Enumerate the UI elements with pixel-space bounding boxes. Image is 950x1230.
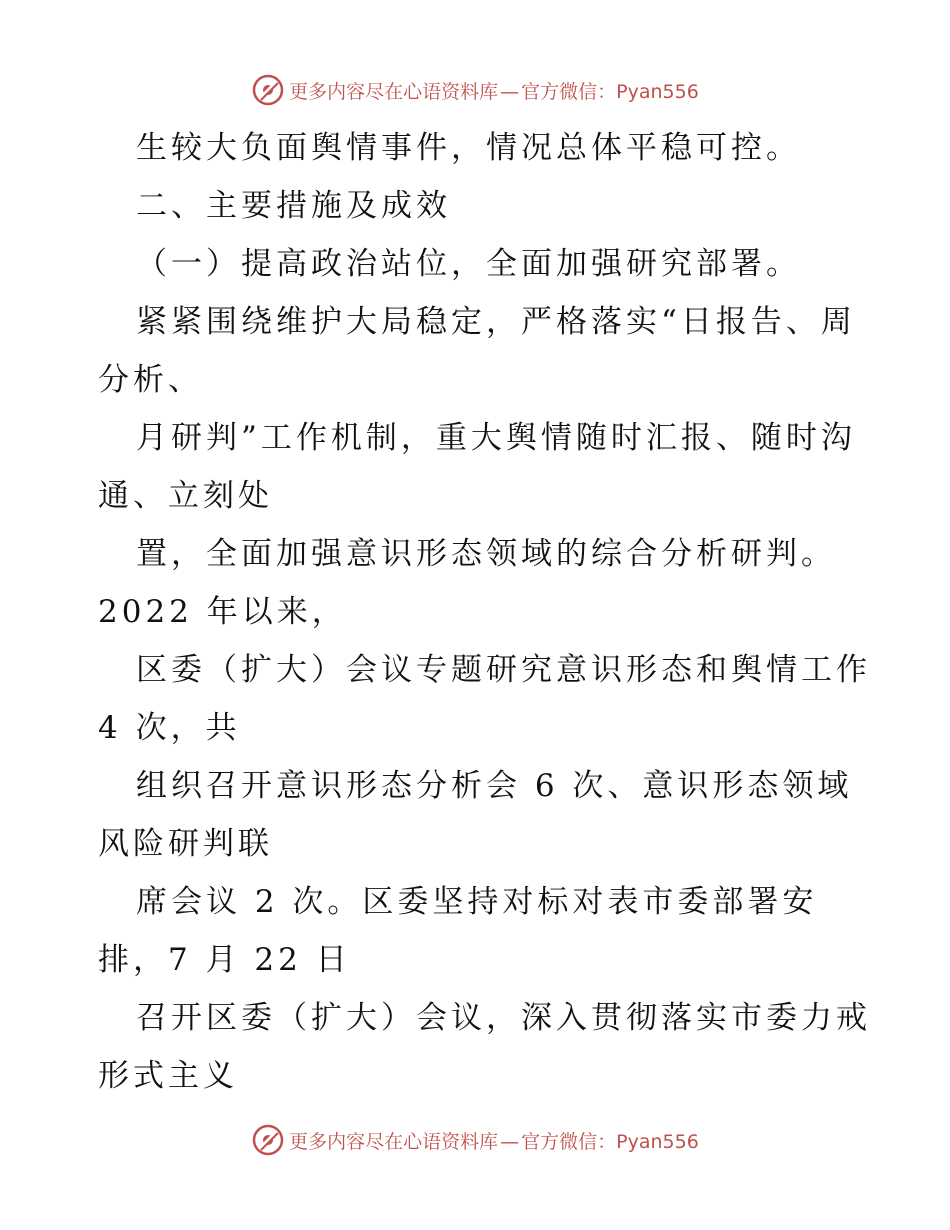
body-line: 2022 年以来，: [98, 594, 347, 630]
watermark-prefix: 更多内容尽在心语资料库: [289, 1130, 499, 1153]
body-line: 置，全面加强意识形态领域的综合分析研判。: [136, 536, 836, 572]
body-line: 席会议 2 次。区委坚持对标对表市委部署安: [136, 884, 818, 920]
body-line: 月研判”工作机制，重大舆情随时汇报、随时沟: [136, 420, 856, 456]
watermark-suffix: 官方微信：Pyan556: [521, 1130, 699, 1153]
section-heading: 二、主要措施及成效: [136, 188, 451, 224]
watermark-dash: —: [500, 1130, 520, 1153]
brand-logo-icon: [251, 1123, 285, 1157]
body-line: 紧紧围绕维护大局稳定，严格落实“日报告、周: [136, 304, 856, 340]
footer-watermark: [0, 1120, 950, 1160]
body-line: 分析、: [98, 362, 203, 398]
body-line: 组织召开意识形态分析会 6 次、意识形态领域: [136, 768, 853, 804]
watermark-prefix: 更多内容尽在心语资料库: [289, 80, 499, 103]
watermark-suffix: 官方微信：Pyan556: [521, 80, 699, 103]
body-line: 风险研判联: [98, 826, 273, 862]
body-line: 通、立刻处: [98, 478, 273, 514]
subsection-heading: （一）提高政治站位，全面加强研究部署。: [136, 246, 801, 282]
body-line: 区委（扩大）会议专题研究意识形态和舆情工作: [136, 652, 871, 688]
brand-logo-icon: [251, 73, 285, 107]
body-line: 排，7 月 22 日: [98, 942, 351, 978]
body-line: 生较大负面舆情事件，情况总体平稳可控。: [136, 130, 801, 166]
body-line: 4 次，共: [98, 710, 241, 746]
header-watermark: [0, 70, 950, 110]
watermark-dash: —: [500, 80, 520, 103]
body-line: 召开区委（扩大）会议，深入贯彻落实市委力戒: [136, 1000, 871, 1036]
body-line: 形式主义: [98, 1058, 238, 1094]
